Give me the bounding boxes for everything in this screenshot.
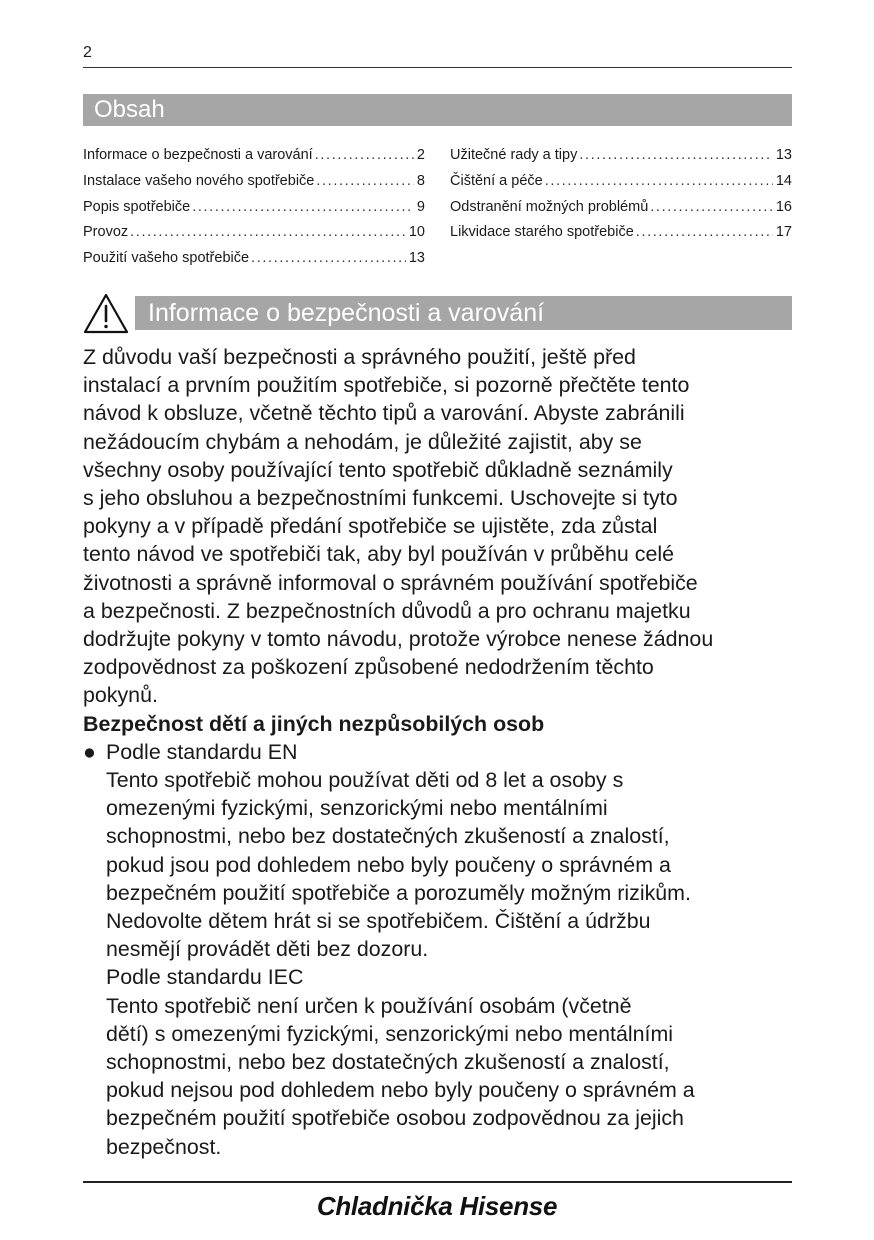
toc-entry-label: Informace o bezpečnosti a varování	[83, 147, 313, 163]
iec-line: schopnostmi, nebo bez dostatečných zkušeností a znalostí,	[106, 1050, 670, 1075]
toc-entry-page: 13	[775, 147, 792, 163]
toc-leader-dots	[251, 250, 406, 266]
brand-footer: Chladnička Hisense	[316, 1191, 558, 1221]
toc-entry-page: 2	[416, 147, 425, 163]
toc-entry-label: Užitečné rady a tipy	[450, 147, 578, 163]
toc-entry-label: Instalace vašeho nového spotřebiče	[83, 172, 315, 189]
toc-entry-page: 9	[416, 198, 425, 215]
toc-entry[interactable]	[83, 224, 425, 250]
intro-line: návod k obsluze, včetně těchto tipů a varování. Abyste zabránili	[83, 401, 685, 426]
intro-line: pokynů.	[83, 683, 158, 708]
toc-entry-page: 16	[775, 198, 792, 215]
en-line: Tento spotřebič mohou používat děti od 8 let a osoby s	[106, 768, 624, 793]
toc-leader-dots	[315, 147, 414, 163]
bullet-item-en	[83, 738, 795, 766]
iec-line: dětí) s omezenými fyzickými, senzorickými nebo mentálními	[106, 1021, 674, 1046]
iec-line: bezpečném použití spotřebiče osobou zodpovědnou za jejich	[106, 1106, 684, 1131]
toc-entry-page: 14	[775, 172, 792, 189]
intro-line: a bezpečnosti. Z bezpečnostních důvodů a pro ochranu majetku	[83, 598, 691, 623]
standard-iec-label: Podle standardu IEC	[106, 965, 304, 990]
header-divider	[83, 67, 792, 68]
en-line: pokud jsou pod dohledem nebo byly poučeny o správném a	[106, 852, 671, 877]
intro-line: zodpovědnost za poškození způsobené nedodržením těchto	[83, 655, 654, 680]
toc-entry-label: Likvidace starého spotřebiče	[450, 224, 634, 241]
iec-line: bezpečnost.	[106, 1134, 222, 1159]
intro-line: všechny osoby používající tento spotřebič důkladně seznámily	[83, 457, 673, 482]
toc-entry-page: 10	[408, 224, 425, 241]
intro-line: životnosti a správně informoval o správném používání spotřebiče	[83, 570, 698, 595]
toc-entry[interactable]	[450, 147, 792, 173]
toc-left-column	[83, 147, 425, 276]
toc-right-column	[450, 147, 792, 250]
toc-header	[83, 94, 792, 126]
intro-line: instalací a prvním použitím spotřebiče, si pozorně přečtěte tento	[83, 373, 690, 398]
footer-divider	[83, 1181, 792, 1183]
toc-leader-dots	[130, 224, 406, 240]
bullet-icon: ●	[83, 739, 96, 764]
en-line: omezenými fyzickými, senzorickými nebo mentálními	[106, 796, 608, 821]
children-safety-heading: Bezpečnost dětí a jiných nezpůsobilých osob	[83, 711, 545, 736]
en-line: schopnostmi, nebo bez dostatečných zkušeností a znalostí,	[106, 824, 670, 849]
safety-body	[83, 343, 795, 1161]
toc-entry-page: 17	[775, 224, 792, 241]
intro-line: s jeho obsluhou a bezpečnostními funkcemi. Uschovejte si tyto	[83, 486, 678, 511]
toc-entry[interactable]	[450, 173, 792, 199]
en-line: Nedovolte dětem hrát si se spotřebičem. Čištění a údržbu	[106, 909, 651, 934]
toc-leader-dots	[192, 199, 414, 215]
toc-entry-label: Použití vašeho spotřebiče	[83, 250, 250, 267]
toc-entry[interactable]	[83, 147, 425, 173]
page-number: 2	[83, 44, 92, 61]
intro-line: Z důvodu vaší bezpečnosti a správného použití, ještě před	[83, 345, 636, 369]
iec-line: pokud nejsou pod dohledem nebo byly poučeny o správném a	[106, 1078, 695, 1103]
intro-line: dodržujte pokyny v tomto návodu, protože výrobce nenese žádnou	[83, 627, 714, 652]
intro-line: pokyny a v případě předání spotřebiče se ujistěte, zda zůstal	[83, 514, 658, 539]
toc-entry[interactable]	[83, 250, 425, 276]
toc-leader-dots	[579, 147, 773, 163]
en-line: bezpečném použití spotřebiče a porozuměly možným rizikům.	[106, 880, 691, 905]
warning-icon	[83, 293, 129, 334]
toc-entry-label: Popis spotřebiče	[83, 198, 191, 215]
toc-entry-label: Odstranění možných problémů	[450, 198, 649, 215]
toc-leader-dots	[650, 199, 773, 215]
toc-entry-page: 8	[416, 172, 425, 189]
toc-entry-label: Provoz	[83, 224, 129, 241]
safety-section-header	[135, 296, 792, 330]
toc-leader-dots	[636, 224, 773, 240]
intro-line: tento návod ve spotřebiči tak, aby byl používán v průběhu celé	[83, 542, 674, 567]
toc-entry-page: 13	[408, 250, 425, 267]
toc-title: Obsah	[94, 96, 165, 123]
toc-entry[interactable]	[83, 173, 425, 199]
standard-en-label: Podle standardu EN	[106, 739, 298, 764]
intro-line: nežádoucím chybám a nehodám, je důležité zajistit, aby se	[83, 429, 642, 454]
safety-section-title: Informace o bezpečnosti a varování	[148, 299, 545, 327]
iec-line: Tento spotřebič není určen k používání osobám (včetně	[106, 993, 632, 1018]
toc-leader-dots	[316, 173, 414, 189]
en-line: nesmějí provádět děti bez dozoru.	[106, 937, 429, 962]
toc-entry[interactable]	[450, 224, 792, 250]
toc-leader-dots	[545, 173, 773, 189]
toc-entry[interactable]	[450, 199, 792, 225]
toc-entry-label: Čištění a péče	[450, 172, 543, 189]
toc-entry[interactable]	[83, 199, 425, 225]
